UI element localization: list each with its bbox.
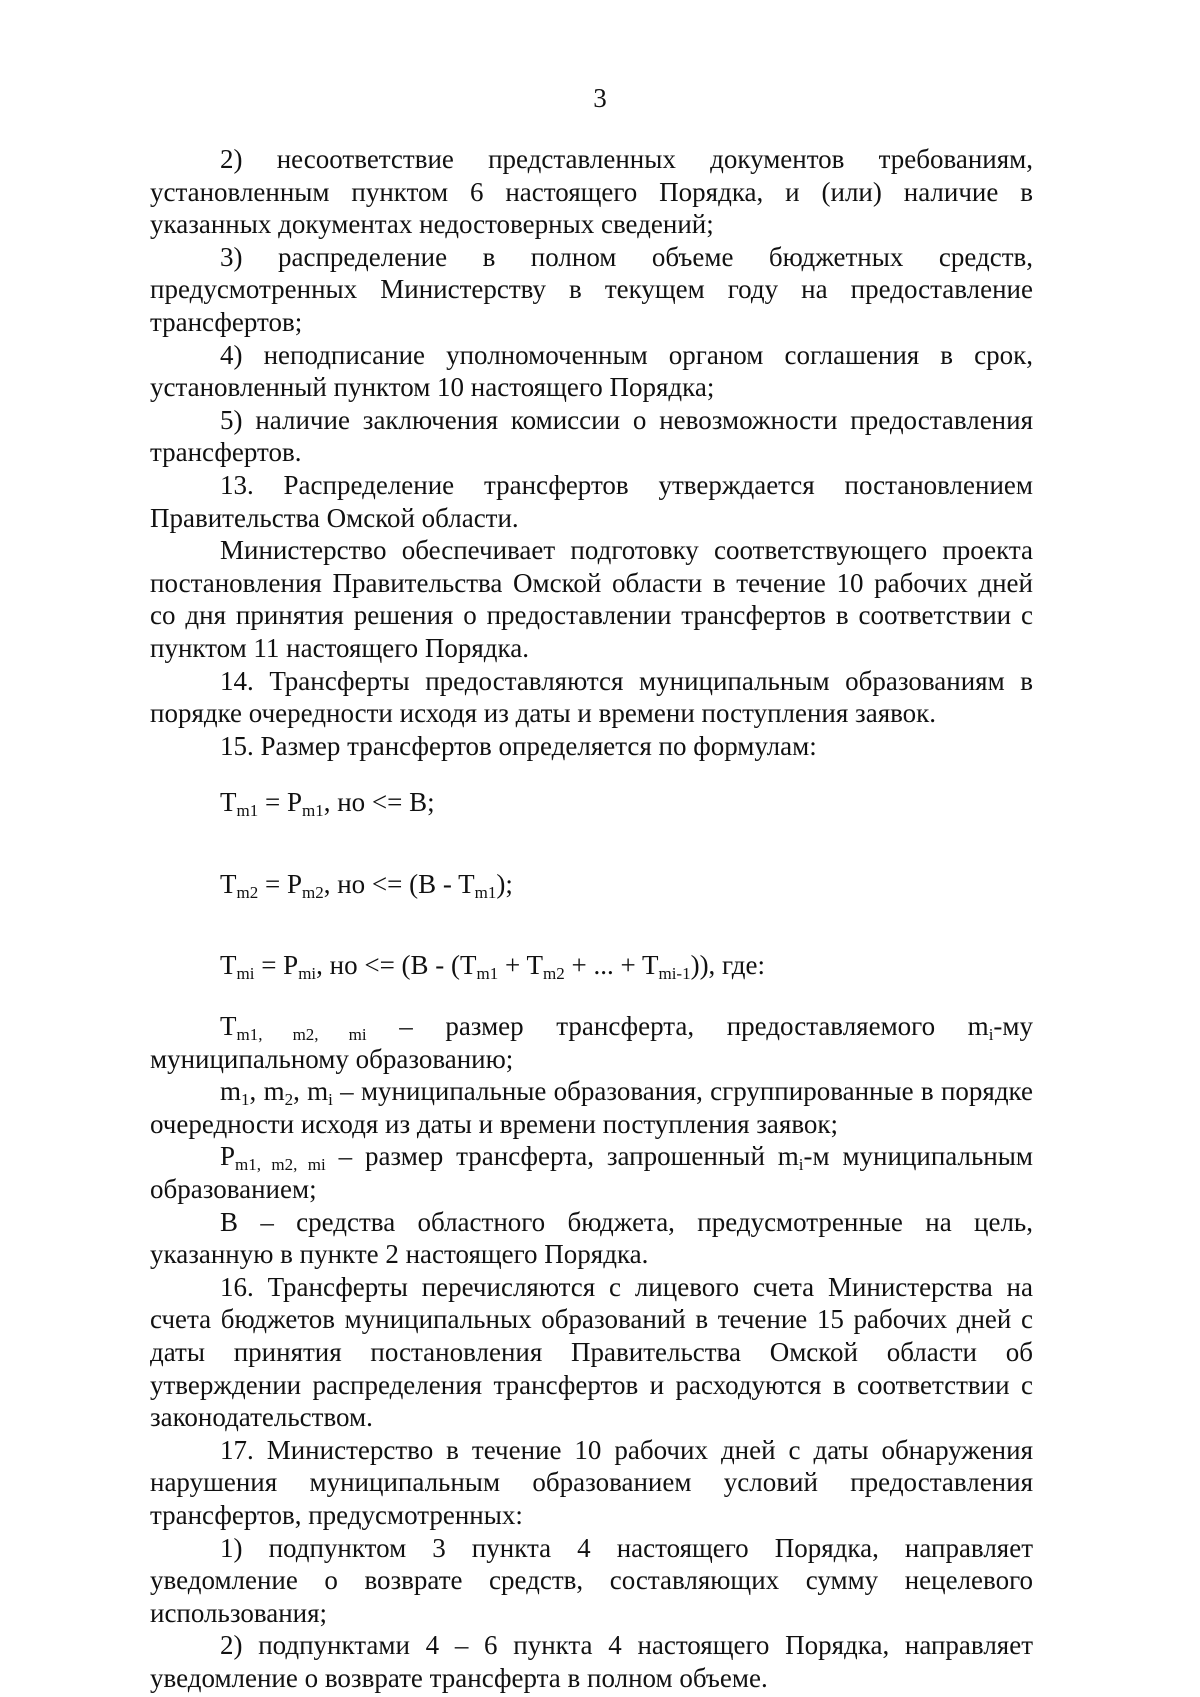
- paragraph-item-5: 5) наличие заключения комиссии о невозможности предоставления трансфертов.: [150, 404, 1033, 468]
- paragraph-item-4: 4) неподписание уполномоченным органом соглашения в срок, установленный пунктом 10 настоящего Порядка;: [150, 339, 1033, 403]
- definition-m: $m_1$, $m_2$, $m_i$ – муниципальные образования, сгруппированные в порядке очередности исходя из даты и времени поступления заявок;: [150, 1076, 1033, 1139]
- paragraph-clause-17-item-2: 2) подпунктами 4 – 6 пункта 4 настоящего Порядка, направляет уведомление о возврате трансферта в полном объеме.: [150, 1630, 1033, 1693]
- formula-3: $T_{mi} = P_{mi}$, но <= ($B - (T_{m1} + T_{m2}$ + ... + $T_{mi-1}$)), где:: [220, 950, 766, 984]
- formula-2: $T_{m2} = P_{m2}$, но <= $(B - T_{m1})$;: [220, 868, 513, 902]
- paragraph-clause-17: 17. Министерство в течение 10 рабочих дней с даты обнаружения нарушения муниципальным образованием условий предоставления трансфертов, предусмотренных:: [150, 1434, 1033, 1530]
- paragraph-clause-15: 15. Размер трансфертов определяется по формулам:: [220, 730, 817, 761]
- formula-block: [150, 786, 1033, 982]
- paragraph-clause-14: 14. Трансферты предоставляются муниципальным образованиям в порядке очередности исходя из даты и времени поступления заявок.: [150, 665, 1033, 729]
- paragraph-clause-13: 13. Распределение трансфертов утверждается постановлением Правительства Омской области.: [150, 469, 1033, 533]
- paragraph-clause-16: 16. Трансферты перечисляются с лицевого счета Министерства на счета бюджетов муниципальных образований в течение 15 рабочих дней с даты принятия постановления Правительства Омской области об утверждении распределения трансфертов и расходуются в соответствии с законодательством.: [150, 1271, 1033, 1433]
- paragraph-clause-13-cont: Министерство обеспечивает подготовку соответствующего проекта постановления Правительства Омской области в течение 10 рабочих дней со дня принятия решения о предоставлении трансфертов в соответствии с пунктом 11 настоящего Порядка.: [150, 535, 1033, 663]
- paragraph-clause-17-item-1: 1) подпунктом 3 пункта 4 настоящего Порядка, направляет уведомление о возврате средств, составляющих сумму нецелевого использования;: [150, 1532, 1033, 1628]
- paragraph-item-2: 2) несоответствие представленных документов требованиям, установленным пунктом 6 настоящего Порядка, и (или) наличие в указанных документах недостоверных сведений;: [150, 144, 1033, 240]
- formula-1: $T_{m1} = P_{m1}$, но <= B;: [220, 787, 435, 821]
- document-body: [150, 143, 1033, 1695]
- paragraph-item-3: 3) распределение в полном объеме бюджетных средств, предусмотренных Министерству в текущем году на предоставление трансфертов;: [150, 241, 1033, 337]
- definition-t: $T_{m1, m2, mi}$ – размер трансферта, предоставляемого $m_i-му$ муниципальному образованию;: [150, 1011, 1033, 1074]
- page-number: 3: [593, 83, 607, 113]
- definition-p: $P_{m1, m2, mi}$ – размер трансферта, запрошенный $m_i-м$ муниципальным образованием;: [150, 1141, 1033, 1205]
- definition-b: B – средства областного бюджета, предусмотренные на цель, указанную в пункте 2 настоящего Порядка.: [150, 1206, 1033, 1270]
